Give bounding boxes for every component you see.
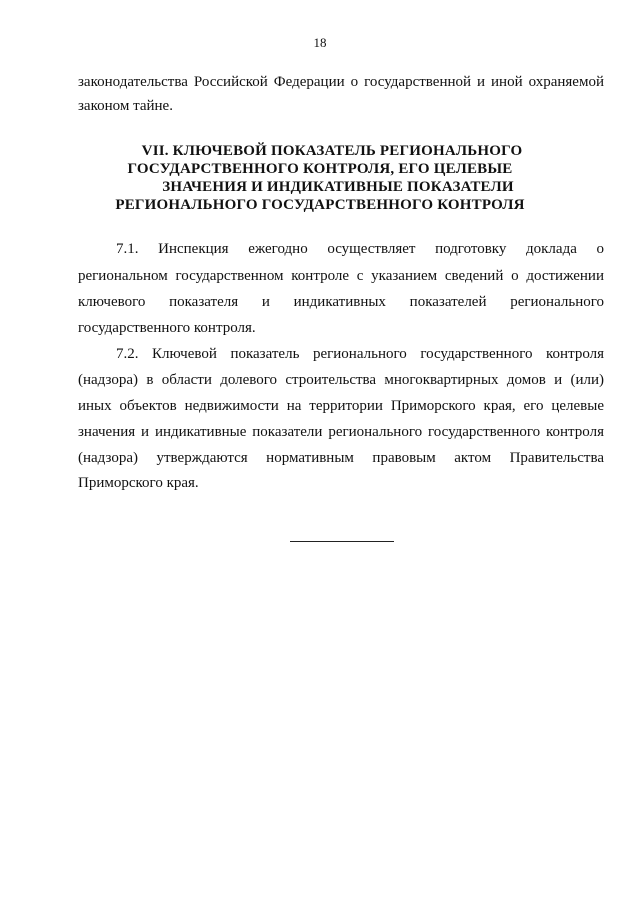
paragraph-7-2-line-3: иных объектов недвижимости на территории Приморского края, его целевые	[78, 398, 604, 414]
end-separator	[290, 541, 394, 542]
paragraph-7-2-line-4: значения и индикативные показатели регионального государственного контроля	[78, 424, 604, 440]
paragraph-7-1-line-4: государственного контроля.	[78, 320, 256, 336]
section-heading-line-2: ГОСУДАРСТВЕННОГО КОНТРОЛЯ, ЕГО ЦЕЛЕВЫЕ	[127, 161, 513, 177]
paragraph-7-1-line-1: 7.1. Инспекция ежегодно осуществляет подготовку доклада о	[116, 241, 604, 257]
paragraph-7-2-line-6: Приморского края.	[78, 475, 199, 491]
section-heading-line-4: РЕГИОНАЛЬНОГО ГОСУДАРСТВЕННОГО КОНТРОЛЯ	[115, 197, 525, 213]
page-number: 18	[313, 35, 327, 50]
intro-line-2: законом тайне.	[78, 98, 173, 114]
paragraph-7-1-line-3: ключевого показателя и индикативных показателей регионального	[78, 294, 604, 310]
section-heading-line-1: VII. КЛЮЧЕВОЙ ПОКАЗАТЕЛЬ РЕГИОНАЛЬНОГО	[141, 143, 523, 159]
section-heading-line-3: ЗНАЧЕНИЯ И ИНДИКАТИВНЫЕ ПОКАЗАТЕЛИ	[162, 179, 514, 195]
paragraph-7-1-line-2: региональном государственном контроле с указанием сведений о достижении	[78, 268, 604, 284]
paragraph-7-2-line-1: 7.2. Ключевой показатель регионального государственного контроля	[116, 346, 604, 362]
paragraph-7-2-line-5: (надзора) утверждаются нормативным правовым актом Правительства	[78, 450, 604, 466]
paragraph-7-2-line-2: (надзора) в области долевого строительства многоквартирных домов и (или)	[78, 372, 604, 388]
intro-line-1: законодательства Российской Федерации о государственной и иной охраняемой	[78, 74, 604, 90]
